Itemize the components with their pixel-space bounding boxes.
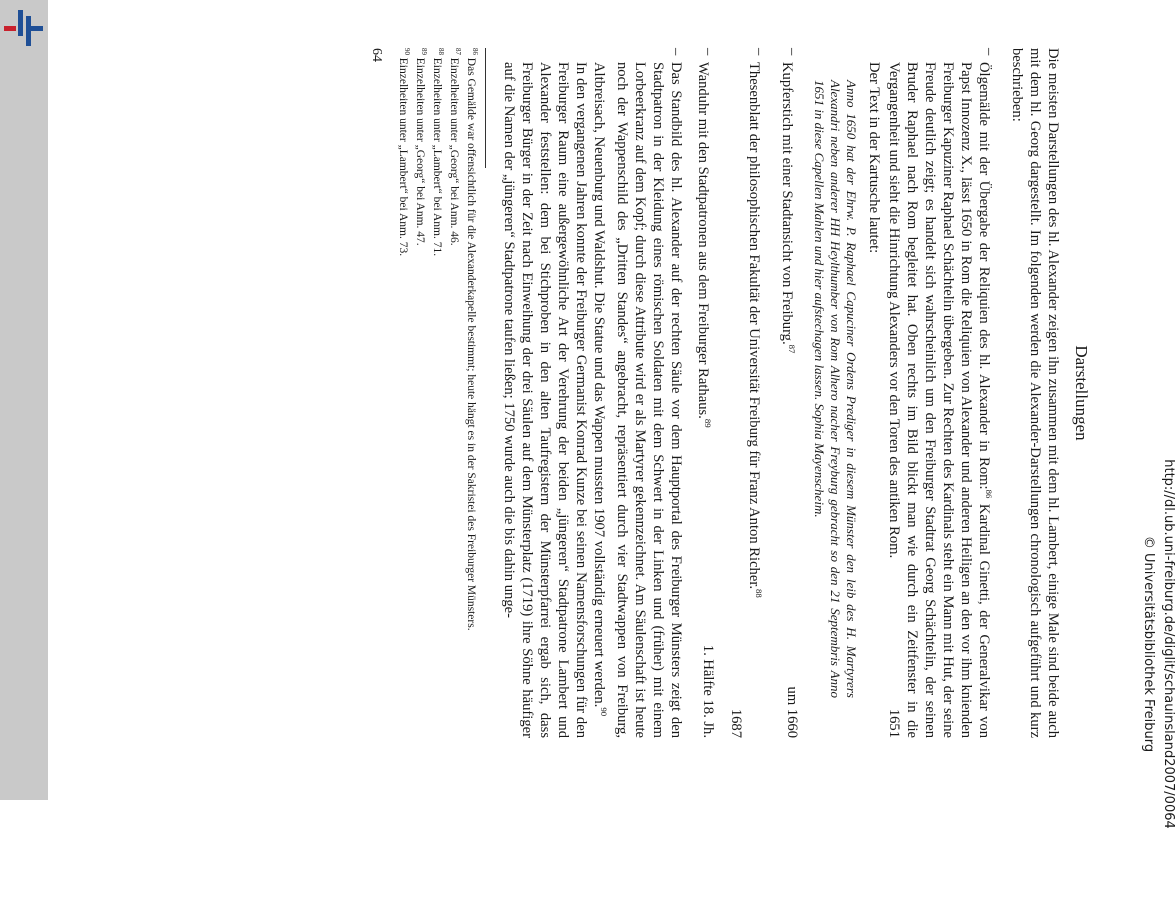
item-date: 1651 xyxy=(886,708,903,738)
source-url[interactable]: http://dl.ub.uni-freiburg.de/diglit/schauinsland2007/0064 xyxy=(1161,459,1176,829)
footnote-ref[interactable]: 90 xyxy=(598,707,609,717)
item-date: um 1660 xyxy=(784,686,801,738)
item-title: Wanduhr mit den Stadtpatronen aus dem Freiburger Rathaus. xyxy=(695,62,712,419)
unibib-logo-icon[interactable] xyxy=(4,8,44,52)
list-item: – Kupferstich mit einer Stadtansicht von Freiburg.$^{87}$ um 1660 xyxy=(779,48,801,738)
page-number: 64 xyxy=(368,48,384,62)
list-item: – Thesenblatt der philosophischen Fakultät der Universität Freiburg für Franz Anton Richer.$^{88}$ 1687 xyxy=(728,48,768,738)
footnote-ref[interactable]: 89 xyxy=(703,418,714,428)
item-paragraph: In den vergangenen Jahren konnte der Freiburger Germanist Konrad Kunze bei seinen Namensforschungen für den Freiburger Raum eine außergewöhnliche Art der Verehrung der beiden „jüngeren“ Stadtpatrone Lambert und Alexander feststellen: dem bei Stichproben in den alten Taufregistern der Münsterpfarrei ergab sich, dass Freiburger Bürger in der Zeit nach Einweihung der drei Säulen auf dem Münsterplatz (1719) ihre Söhne häufiger auf die Namen der „jüngeren“ Stadtpatrone taufen ließen; 1750 wurde auch die bis dahin unge- xyxy=(500,62,589,738)
quote-intro: Der Text in der Kartusche lautet: xyxy=(866,62,883,254)
footnote: $^{87}$ Einzelheiten unter „Georg“ bei Anm. 46. xyxy=(448,48,461,246)
intro-paragraph: Die meisten Darstellungen des hl. Alexander zeigen ihn zusammen mit dem hl. Lambert, einige Male sind beide auch mit dem hl. Georg dargestellt. Im folgenden werden die Alexander-Darstellungen chronologisch aufgeführt und kurz beschrieben: xyxy=(1009,48,1061,738)
item-body: Kardinal Ginetti, der Generalvikar von Papst Innozenz X., lässt 1650 in Rom die Reliquien von Alexander und anderen Heiligen an den vor ihm knienden Freiburger Kapuziner Raphael Schächtelin übergeben. Zur Rechten des Kardinals steht ein Mann mit Hut, der seine Freude deutlich zeigt; es handelt sich wahrscheinlich um den Freiburger Stadtrat Georg Schächtelin, der seinen Bruder Raphael nach Rom begleitet hat. Oben rechts im Bild blickt man wie durch ein Zeitfenster in die Vergangenheit und sieht die Hinrichtung Alexanders vor den Toren des antiken Rom. xyxy=(886,62,993,738)
footnote: $^{89}$ Einzelheiten unter „Georg“ bei Anm. 47. xyxy=(414,48,428,246)
item-body: Das Standbild des hl. Alexander auf der rechten Säule vor dem Hauptportal des Freiburger Münsters zeigt den Stadtpatron in der Kleidung eines römischen Soldaten mit dem Schwert in der Linken und (früher) mit einem Lorbeerkranz auf dem Kopf; durch diese Attribute wird er als Martyrer gekennzeichnet. Am Säulenschaft ist heute noch der Wappenschild des „Dritten Standes“ angebracht, repräsentiert durch vier Stadtwappen von Freiburg, Altbreisach, Neuenburg und Waldshut. Die Statue und das Wappen mussten 1907 vollständig erneuert werden. xyxy=(590,62,684,738)
item-date: 1. Hälfte 18. Jh. xyxy=(700,644,717,738)
footnote-ref[interactable]: 88 xyxy=(754,589,765,598)
footnote: $^{86}$ Das Gemälde war offensichtlich für die Alexanderkapelle bestimmt; heute hängt es in der Sakristei des Freiburger Münsters. xyxy=(464,48,478,631)
page-heading: Darstellungen xyxy=(1072,345,1091,441)
copyright-notice: © Universitätsbibliothek Freiburg xyxy=(1141,535,1156,753)
scanned-page-area xyxy=(60,0,1120,800)
document-page xyxy=(130,48,1090,738)
footnote: $^{88}$ Einzelheiten unter „Lambert“ bei Anm. 71. xyxy=(431,48,445,257)
footnote-ref[interactable]: 87 xyxy=(787,344,798,354)
list-item: – Wanduhr mit den Stadtpatronen aus dem Freiburger Rathaus.$^{89}$ 1. Hälfte 18. Jh. xyxy=(695,48,717,738)
list-item: – Ölgemälde mit der Übergabe der Reliquien des hl. Alexander in Rom:$^{86}$ Kardinal Ginetti, der Generalvikar von Papst Innozenz X., lässt 1650 in Rom die Reliquien von Alexander und anderen Heiligen an den vor ihm knienden Freiburger Kapuziner Raphael Schächtelin übergeben. Zur Rechten des Kardinals steht ein Mann mit Hut, der seine Freude deutlich zeigt; es handelt sich wahrscheinlich um den Freiburger Stadtrat Georg Schächtelin, der seinen Bruder Raphael nach Rom begleitet hat. Oben rechts im Bild blickt man wie durch ein Zeitfenster in die Vergangenheit und sieht die Hinrichtung Alexanders vor den Toren des antiken Rom. 1651 Der Text in der Kartusche lautet: Anno 1650 hat der Ehrw. P. Raphael Capuciner Ordens Prediger in diesem Münster den leib des H. Martyrers Alexandri neben anderer HH Heylthumber von Rom Alhero nacher Freyburg gebracht so den 21 Septembris Anno 1651 in diese Capellen Mahlen und hier aufstechagen lassen. Sophia Mayenscheim. xyxy=(812,48,997,738)
source-attribution xyxy=(1136,384,1176,904)
item-date: 1687 xyxy=(728,708,745,738)
footnote-ref[interactable]: 86 xyxy=(984,489,994,499)
footnote: $^{90}$ Einzelheiten unter „Lambert“ bei Anm. 73. xyxy=(397,48,411,257)
item-title: Ölgemälde mit der Übergabe der Reliquien des hl. Alexander in Rom: xyxy=(976,62,993,490)
footnote-divider xyxy=(485,48,486,168)
item-title: Kupferstich mit einer Stadtansicht von Freiburg. xyxy=(779,62,796,345)
viewer-side-strip xyxy=(0,0,48,800)
list-item: – Das Standbild des hl. Alexander auf der rechten Säule vor dem Hauptportal des Freiburger Münsters zeigt den Stadtpatron in der Kleidung eines römischen Soldaten mit dem Schwert in der Linken und (früher) mit einem Lorbeerkranz auf dem Kopf; durch diese Attribute wird er als Martyrer gekennzeichnet. Am Säulenschaft ist heute noch der Wappenschild des „Dritten Standes“ angebracht, repräsentiert durch vier Stadtwappen von Freiburg, Altbreisach, Neuenburg und Waldshut. Die Statue und das Wappen mussten 1907 vollständig erneuert werden.$^{90}$ In den vergangenen Jahren konnte der Freiburger Germanist Konrad Kunze bei seinen Namensforschungen für den Freiburger Raum eine außergewöhnliche Art der Verehrung der beiden „jüngeren“ Stadtpatrone Lambert und Alexander feststellen: dem bei Stichproben in den alten Taufregistern der Münsterpfarrei ergab sich, dass Freiburger Bürger in der Zeit nach Einweihung der drei Säulen auf dem Münsterplatz (1719) ihre Söhne häufiger auf die Namen der „jüngeren“ Stadtpatrone taufen ließen; 1750 wurde auch die bis dahin unge- xyxy=(500,48,684,738)
item-title: Thesenblatt der philosophischen Fakultät der Universität Freiburg für Franz Anton Richer. xyxy=(746,62,763,590)
cartouche-quote: Anno 1650 hat der Ehrw. P. Raphael Capuciner Ordens Prediger in diesem Münster den leib des H. Martyrers Alexandri neben anderer HH Heylthumber von Rom Alhero nacher Freyburg gebracht so den 21 Septembris Anno 1651 in diese Capellen Mahlen und hier aufstechagen lassen. Sophia Mayenscheim. xyxy=(812,80,860,698)
